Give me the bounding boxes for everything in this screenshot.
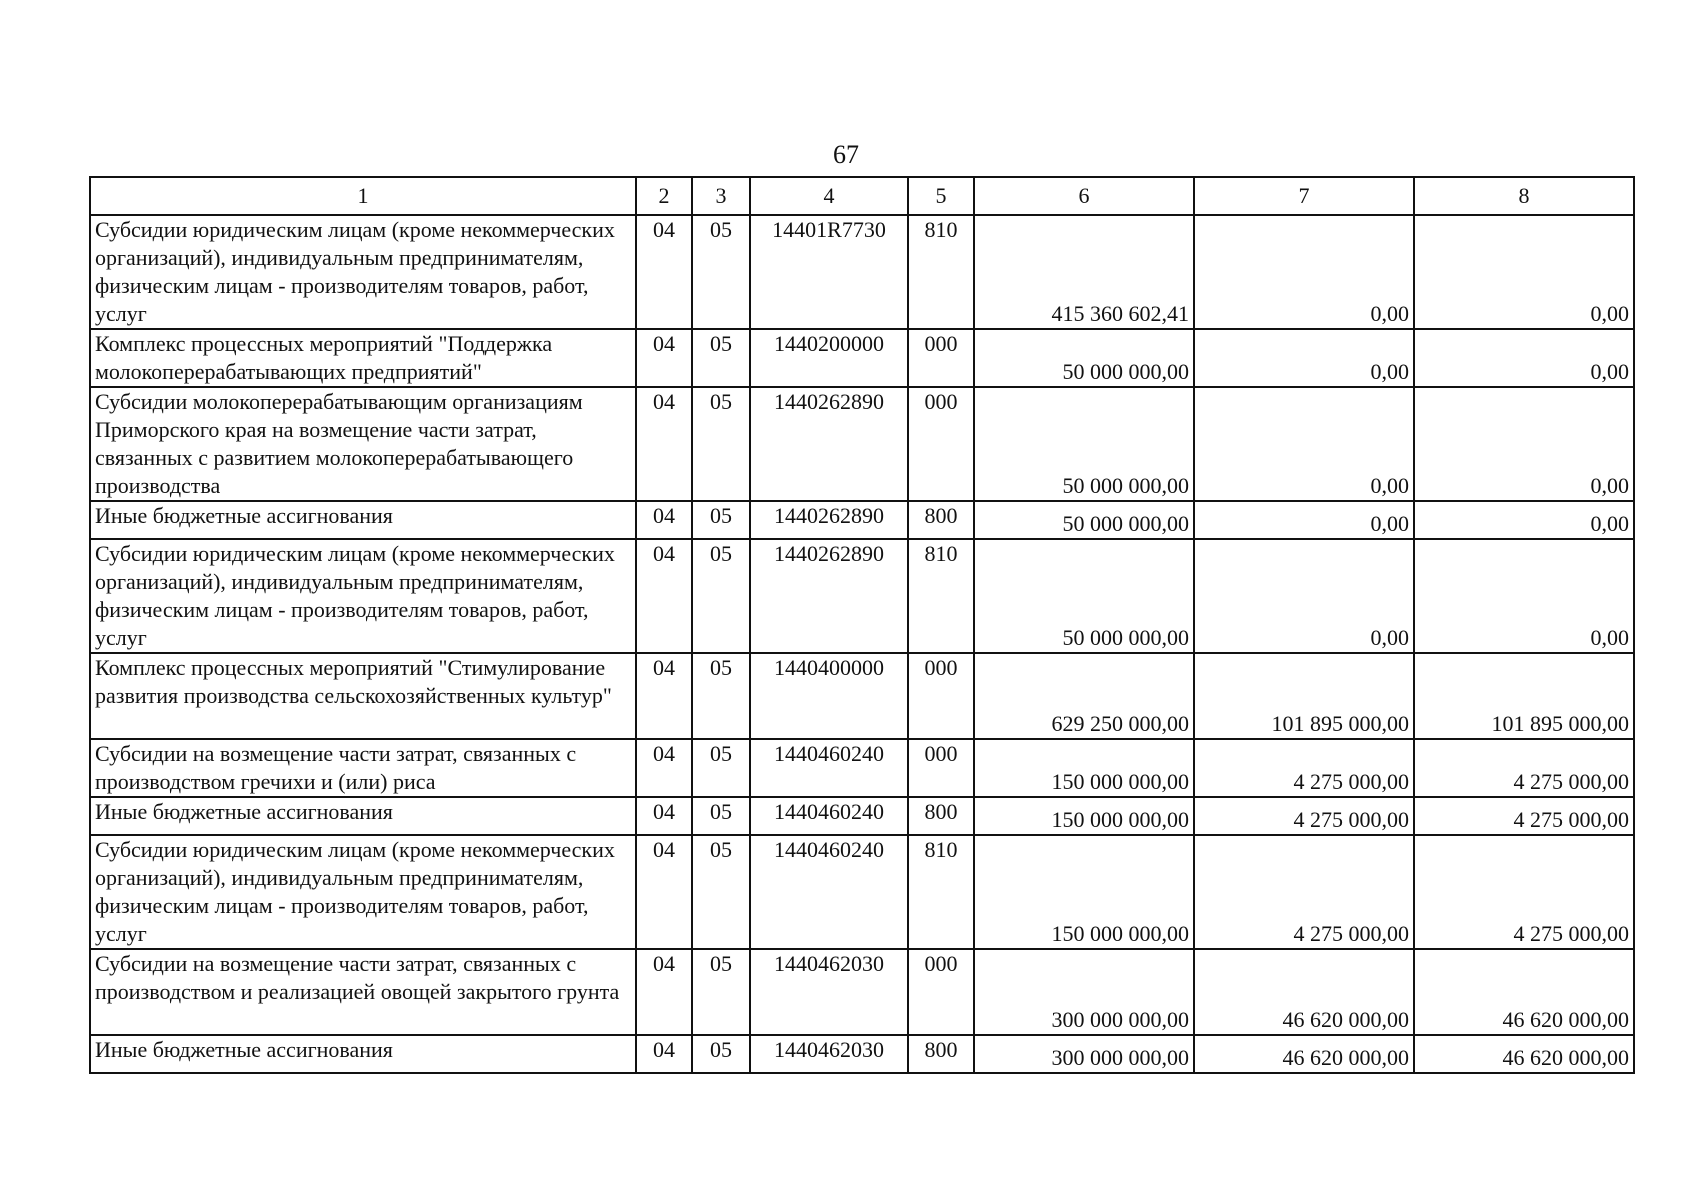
row-target-code: 14401R7730 (750, 215, 908, 329)
row-section: 04 (636, 387, 692, 501)
row-target-code: 1440462030 (750, 1035, 908, 1073)
row-section: 04 (636, 739, 692, 797)
table-row (90, 1035, 1634, 1073)
row-amount-8: 0,00 (1414, 501, 1634, 539)
table-row (90, 797, 1634, 835)
row-name: Субсидии юридическим лицам (кроме некоммерческих организаций), индивидуальным предпринимателям, физическим лицам - производителям товаров, работ, услуг (90, 835, 636, 949)
row-target-code: 1440262890 (750, 387, 908, 501)
row-expense-type: 810 (908, 539, 974, 653)
row-name: Субсидии юридическим лицам (кроме некоммерческих организаций), индивидуальным предпринимателям, физическим лицам - производителям товаров, работ, услуг (90, 215, 636, 329)
row-target-code: 1440262890 (750, 501, 908, 539)
row-expense-type: 000 (908, 387, 974, 501)
row-name: Субсидии юридическим лицам (кроме некоммерческих организаций), индивидуальным предпринимателям, физическим лицам - производителям товаров, работ, услуг (90, 539, 636, 653)
row-target-code: 1440200000 (750, 329, 908, 387)
row-amount-8: 101 895 000,00 (1414, 653, 1634, 739)
row-amount-6: 300 000 000,00 (974, 1035, 1194, 1073)
row-amount-6: 300 000 000,00 (974, 949, 1194, 1035)
row-target-code: 1440462030 (750, 949, 908, 1035)
row-amount-8: 46 620 000,00 (1414, 949, 1634, 1035)
row-subsection: 05 (692, 501, 750, 539)
header-col-1: 1 (90, 177, 636, 215)
header-col-4: 4 (750, 177, 908, 215)
row-subsection: 05 (692, 835, 750, 949)
row-name: Субсидии на возмещение части затрат, связанных с производством и реализацией овощей закрытого грунта (90, 949, 636, 1035)
row-section: 04 (636, 949, 692, 1035)
table-body (90, 215, 1634, 1073)
row-target-code: 1440262890 (750, 539, 908, 653)
row-amount-6: 415 360 602,41 (974, 215, 1194, 329)
row-amount-6: 629 250 000,00 (974, 653, 1194, 739)
row-section: 04 (636, 501, 692, 539)
row-amount-8: 4 275 000,00 (1414, 739, 1634, 797)
row-subsection: 05 (692, 653, 750, 739)
row-expense-type: 810 (908, 835, 974, 949)
table-row (90, 329, 1634, 387)
row-target-code: 1440460240 (750, 739, 908, 797)
row-section: 04 (636, 1035, 692, 1073)
table-row (90, 835, 1634, 949)
row-name: Иные бюджетные ассигнования (90, 501, 636, 539)
budget-table (89, 176, 1635, 1074)
row-amount-8: 0,00 (1414, 329, 1634, 387)
table-row (90, 949, 1634, 1035)
row-target-code: 1440460240 (750, 797, 908, 835)
header-col-2: 2 (636, 177, 692, 215)
row-expense-type: 800 (908, 797, 974, 835)
row-section: 04 (636, 797, 692, 835)
row-name: Комплекс процессных мероприятий "Поддержка молокоперерабатывающих предприятий" (90, 329, 636, 387)
row-amount-7: 0,00 (1194, 215, 1414, 329)
row-expense-type: 810 (908, 215, 974, 329)
row-amount-6: 50 000 000,00 (974, 387, 1194, 501)
row-amount-7: 4 275 000,00 (1194, 797, 1414, 835)
row-amount-6: 50 000 000,00 (974, 501, 1194, 539)
header-col-3: 3 (692, 177, 750, 215)
row-amount-7: 46 620 000,00 (1194, 1035, 1414, 1073)
row-section: 04 (636, 653, 692, 739)
table-row (90, 539, 1634, 653)
row-subsection: 05 (692, 949, 750, 1035)
table-row (90, 501, 1634, 539)
row-section: 04 (636, 329, 692, 387)
row-subsection: 05 (692, 387, 750, 501)
header-col-7: 7 (1194, 177, 1414, 215)
row-expense-type: 800 (908, 501, 974, 539)
row-section: 04 (636, 835, 692, 949)
row-amount-8: 0,00 (1414, 387, 1634, 501)
row-expense-type: 800 (908, 1035, 974, 1073)
row-amount-6: 50 000 000,00 (974, 539, 1194, 653)
header-col-5: 5 (908, 177, 974, 215)
row-name: Комплекс процессных мероприятий "Стимулирование развития производства сельскохозяйственных культур" (90, 653, 636, 739)
header-col-8: 8 (1414, 177, 1634, 215)
row-amount-8: 0,00 (1414, 539, 1634, 653)
row-amount-8: 4 275 000,00 (1414, 835, 1634, 949)
row-section: 04 (636, 215, 692, 329)
row-amount-7: 101 895 000,00 (1194, 653, 1414, 739)
table-header (90, 177, 1634, 215)
row-amount-7: 0,00 (1194, 387, 1414, 501)
row-target-code: 1440400000 (750, 653, 908, 739)
row-amount-7: 0,00 (1194, 329, 1414, 387)
row-subsection: 05 (692, 329, 750, 387)
row-name: Иные бюджетные ассигнования (90, 797, 636, 835)
row-amount-7: 46 620 000,00 (1194, 949, 1414, 1035)
row-section: 04 (636, 539, 692, 653)
row-amount-7: 0,00 (1194, 539, 1414, 653)
header-col-6: 6 (974, 177, 1194, 215)
row-name: Субсидии молокоперерабатывающим организациям Приморского края на возмещение части затрат, связанных с развитием молокоперерабатывающего производства (90, 387, 636, 501)
row-amount-6: 150 000 000,00 (974, 835, 1194, 949)
row-subsection: 05 (692, 539, 750, 653)
table-row (90, 653, 1634, 739)
row-expense-type: 000 (908, 653, 974, 739)
row-expense-type: 000 (908, 739, 974, 797)
row-amount-7: 4 275 000,00 (1194, 739, 1414, 797)
header-row (90, 177, 1634, 215)
row-amount-8: 4 275 000,00 (1414, 797, 1634, 835)
row-amount-8: 46 620 000,00 (1414, 1035, 1634, 1073)
row-amount-6: 150 000 000,00 (974, 739, 1194, 797)
page-number: 67 (833, 140, 859, 169)
row-amount-6: 50 000 000,00 (974, 329, 1194, 387)
row-subsection: 05 (692, 215, 750, 329)
row-name: Субсидии на возмещение части затрат, связанных с производством гречихи и (или) риса (90, 739, 636, 797)
table-row (90, 387, 1634, 501)
row-subsection: 05 (692, 1035, 750, 1073)
row-target-code: 1440460240 (750, 835, 908, 949)
row-subsection: 05 (692, 797, 750, 835)
row-name: Иные бюджетные ассигнования (90, 1035, 636, 1073)
row-amount-6: 150 000 000,00 (974, 797, 1194, 835)
row-expense-type: 000 (908, 329, 974, 387)
row-expense-type: 000 (908, 949, 974, 1035)
row-subsection: 05 (692, 739, 750, 797)
row-amount-7: 0,00 (1194, 501, 1414, 539)
row-amount-8: 0,00 (1414, 215, 1634, 329)
row-amount-7: 4 275 000,00 (1194, 835, 1414, 949)
table-row (90, 215, 1634, 329)
table-row (90, 739, 1634, 797)
